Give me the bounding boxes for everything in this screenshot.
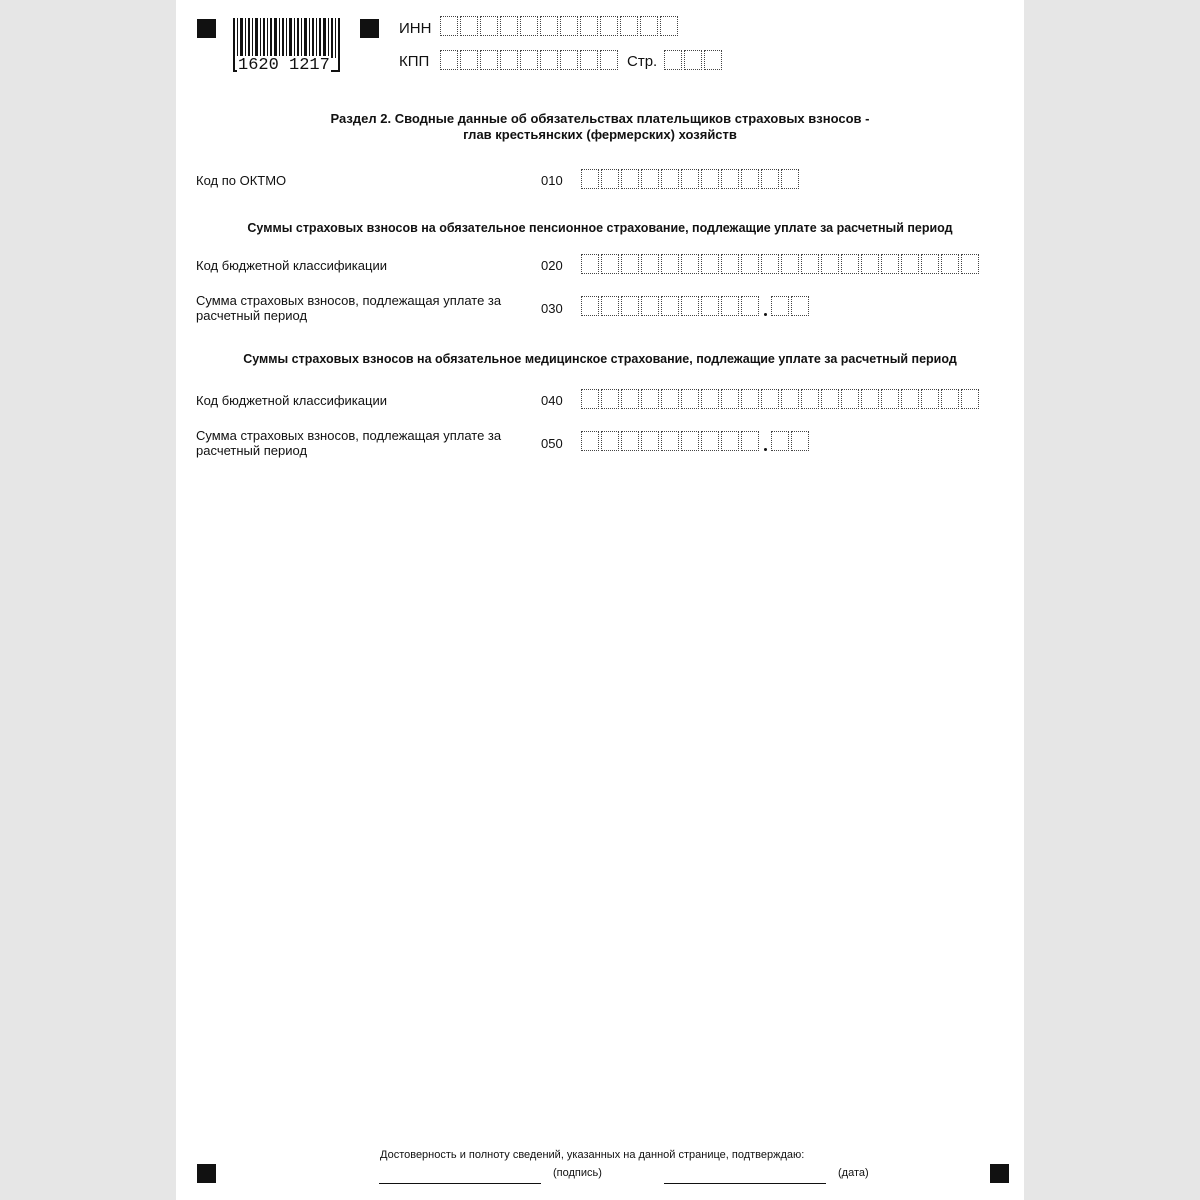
corner-marker-bottom-right — [990, 1164, 1009, 1183]
input-cell[interactable] — [600, 50, 618, 70]
input-cell[interactable] — [500, 16, 518, 36]
input-cell[interactable] — [661, 254, 679, 274]
signature-line[interactable] — [379, 1183, 541, 1184]
input-cell[interactable] — [580, 16, 598, 36]
input-cell[interactable] — [520, 50, 538, 70]
input-cell[interactable] — [684, 50, 702, 70]
input-cell[interactable] — [601, 254, 619, 274]
input-cell[interactable] — [881, 389, 899, 409]
input-cell[interactable] — [581, 254, 599, 274]
input-cell[interactable] — [661, 296, 679, 316]
oktmo-code: 010 — [541, 173, 563, 188]
input-cell[interactable] — [741, 254, 759, 274]
input-cell[interactable] — [791, 296, 809, 316]
input-cell[interactable] — [500, 50, 518, 70]
input-cell[interactable] — [681, 169, 699, 189]
page-cells[interactable] — [664, 50, 724, 72]
input-cell[interactable] — [440, 16, 458, 36]
input-cell[interactable] — [771, 431, 789, 451]
input-cell[interactable] — [901, 389, 919, 409]
input-cell[interactable] — [791, 431, 809, 451]
kpp-cells[interactable] — [440, 50, 620, 72]
corner-marker-bottom-left — [197, 1164, 216, 1183]
input-cell[interactable] — [661, 431, 679, 451]
input-cell[interactable] — [861, 389, 879, 409]
input-cell[interactable] — [681, 431, 699, 451]
pension-kbk-code: 020 — [541, 258, 563, 273]
input-cell[interactable] — [761, 254, 779, 274]
input-cell[interactable] — [641, 254, 659, 274]
signature-label: (подпись) — [553, 1167, 602, 1179]
input-cell[interactable] — [704, 50, 722, 70]
oktmo-label: Код по ОКТМО — [196, 173, 287, 188]
input-cell[interactable] — [664, 50, 682, 70]
input-cell[interactable] — [721, 169, 739, 189]
date-label: (дата) — [838, 1167, 869, 1179]
input-cell[interactable] — [641, 296, 659, 316]
input-cell[interactable] — [741, 169, 759, 189]
input-cell[interactable] — [701, 169, 719, 189]
medical-sum-label — [196, 428, 501, 458]
input-cell[interactable] — [601, 431, 619, 451]
input-cell[interactable] — [771, 296, 789, 316]
input-cell[interactable] — [921, 389, 939, 409]
input-cell[interactable] — [440, 50, 458, 70]
input-cell[interactable] — [621, 389, 639, 409]
date-line[interactable] — [664, 1183, 826, 1184]
corner-marker-top-left — [197, 19, 216, 38]
input-cell[interactable] — [641, 389, 659, 409]
input-cell[interactable] — [701, 254, 719, 274]
input-cell[interactable] — [621, 296, 639, 316]
input-cell[interactable] — [781, 389, 799, 409]
medical-kbk-cells[interactable] — [581, 389, 981, 411]
input-cell[interactable] — [701, 296, 719, 316]
input-cell[interactable] — [600, 16, 618, 36]
medical-kbk-code: 040 — [541, 393, 563, 408]
input-cell[interactable] — [580, 50, 598, 70]
input-cell[interactable] — [721, 296, 739, 316]
section-title-line2: глав крестьянских (фермерских) хозяйств — [463, 127, 737, 142]
input-cell[interactable] — [681, 254, 699, 274]
pension-sum-cells[interactable] — [581, 296, 811, 318]
input-cell[interactable] — [801, 254, 819, 274]
input-cell[interactable] — [540, 16, 558, 36]
input-cell[interactable] — [560, 16, 578, 36]
pension-sum-label — [196, 293, 501, 323]
input-cell[interactable] — [901, 254, 919, 274]
input-cell[interactable] — [620, 16, 638, 36]
pension-heading: Суммы страховых взносов на обязательное пенсионное страхование, подлежащие уплате за расчетный период — [247, 221, 953, 235]
input-cell[interactable] — [961, 389, 979, 409]
input-cell[interactable] — [761, 169, 779, 189]
pension-kbk-label: Код бюджетной классификации — [196, 258, 387, 273]
input-cell[interactable] — [581, 389, 599, 409]
input-cell[interactable] — [641, 431, 659, 451]
input-cell[interactable] — [480, 16, 498, 36]
input-cell[interactable] — [560, 50, 578, 70]
kpp-label: КПП — [399, 53, 430, 70]
input-cell[interactable] — [741, 431, 759, 451]
medical-sum-label-line2: расчетный период — [196, 443, 308, 458]
decimal-point — [761, 431, 771, 453]
input-cell[interactable] — [761, 389, 779, 409]
medical-kbk-label: Код бюджетной классификации — [196, 393, 387, 408]
input-cell[interactable] — [681, 389, 699, 409]
input-cell[interactable] — [601, 296, 619, 316]
input-cell[interactable] — [581, 169, 599, 189]
input-cell[interactable] — [701, 389, 719, 409]
confirm-text: Достоверность и полноту сведений, указанных на данной странице, подтверждаю: — [380, 1149, 805, 1161]
corner-marker-top-right — [360, 19, 379, 38]
input-cell[interactable] — [881, 254, 899, 274]
oktmo-cells[interactable] — [581, 169, 801, 191]
input-cell[interactable] — [841, 254, 859, 274]
input-cell[interactable] — [701, 431, 719, 451]
input-cell[interactable] — [480, 50, 498, 70]
input-cell[interactable] — [460, 16, 478, 36]
input-cell[interactable] — [681, 296, 699, 316]
input-cell[interactable] — [721, 389, 739, 409]
input-cell[interactable] — [581, 296, 599, 316]
input-cell[interactable] — [640, 16, 658, 36]
input-cell[interactable] — [941, 389, 959, 409]
input-cell[interactable] — [660, 16, 678, 36]
input-cell[interactable] — [601, 389, 619, 409]
barcode-number: 1620 1217 — [238, 56, 330, 75]
input-cell[interactable] — [861, 254, 879, 274]
input-cell[interactable] — [621, 254, 639, 274]
input-cell[interactable] — [621, 431, 639, 451]
input-cell[interactable] — [661, 389, 679, 409]
input-cell[interactable] — [941, 254, 959, 274]
barcode — [233, 18, 343, 75]
input-cell[interactable] — [721, 254, 739, 274]
input-cell[interactable] — [520, 16, 538, 36]
pension-sum-label-line1: Сумма страховых взносов, подлежащая уплате за — [196, 293, 502, 308]
input-cell[interactable] — [741, 296, 759, 316]
input-cell[interactable] — [601, 169, 619, 189]
medical-heading: Суммы страховых взносов на обязательное медицинское страхование, подлежащие уплате за расчетный период — [243, 352, 957, 366]
input-cell[interactable] — [621, 169, 639, 189]
section-title-line1: Раздел 2. Сводные данные об обязательствах плательщиков страховых взносов - — [330, 111, 870, 126]
input-cell[interactable] — [460, 50, 478, 70]
inn-label: ИНН — [399, 20, 432, 37]
decimal-point — [761, 296, 771, 318]
input-cell[interactable] — [641, 169, 659, 189]
input-cell[interactable] — [841, 389, 859, 409]
input-cell[interactable] — [781, 254, 799, 274]
input-cell[interactable] — [821, 389, 839, 409]
input-cell[interactable] — [661, 169, 679, 189]
medical-sum-label-line1: Сумма страховых взносов, подлежащая уплате за — [196, 428, 502, 443]
inn-cells[interactable] — [440, 16, 680, 38]
pension-sum-code: 030 — [541, 301, 563, 316]
input-cell[interactable] — [821, 254, 839, 274]
medical-sum-cells[interactable] — [581, 431, 811, 453]
pension-kbk-cells[interactable] — [581, 254, 981, 276]
input-cell[interactable] — [781, 169, 799, 189]
input-cell[interactable] — [961, 254, 979, 274]
page-label: Стр. — [627, 53, 658, 70]
section-title — [176, 111, 1024, 143]
input-cell[interactable] — [921, 254, 939, 274]
input-cell[interactable] — [721, 431, 739, 451]
input-cell[interactable] — [581, 431, 599, 451]
input-cell[interactable] — [801, 389, 819, 409]
input-cell[interactable] — [741, 389, 759, 409]
pension-sum-label-line2: расчетный период — [196, 308, 308, 323]
input-cell[interactable] — [540, 50, 558, 70]
medical-sum-code: 050 — [541, 436, 563, 451]
